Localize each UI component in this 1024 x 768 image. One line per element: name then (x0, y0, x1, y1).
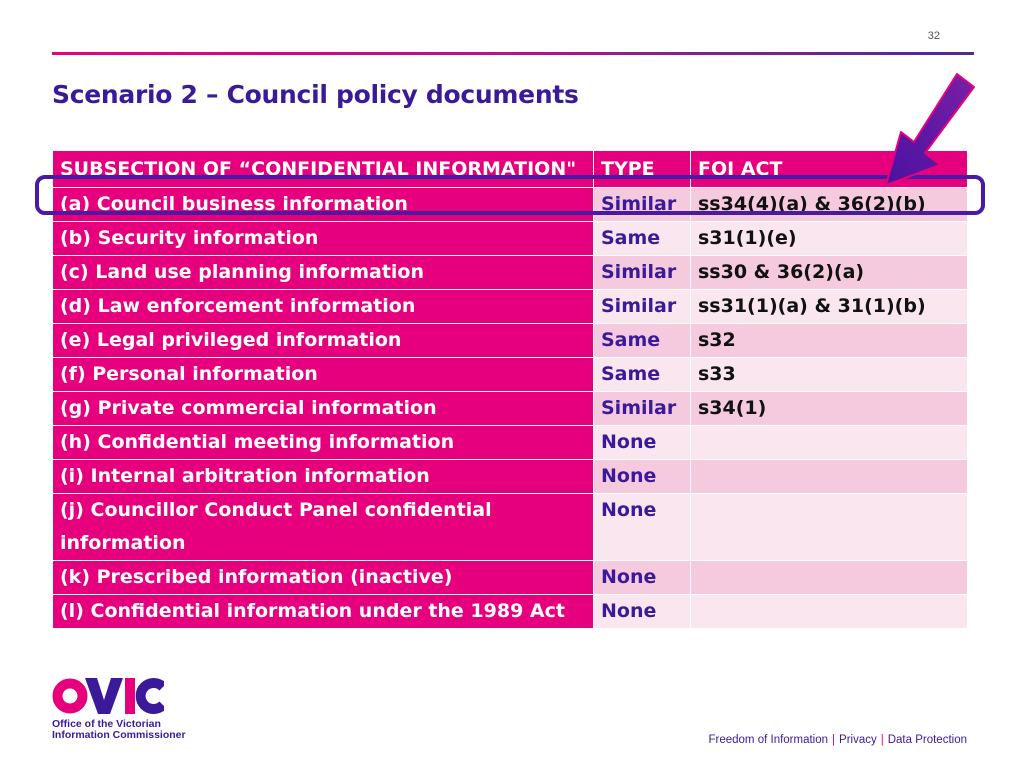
header-subsection: SUBSECTION OF “CONFIDENTIAL INFORMATION" (53, 151, 594, 188)
subsection-cell: (l) Confidential information under the 1989 Act (53, 595, 594, 629)
footer-separator: | (832, 734, 836, 746)
foi-act-cell: ss31(1)(a) & 31(1)(b) (691, 290, 968, 324)
table-row (53, 392, 968, 426)
subsection-cell: (k) Prescribed information (inactive) (53, 561, 594, 595)
top-divider (52, 52, 974, 55)
footer-separator: | (880, 734, 884, 746)
footer-link-privacy[interactable]: Privacy (839, 734, 877, 746)
table-row (53, 256, 968, 290)
foi-act-cell (691, 595, 968, 629)
table-row (53, 290, 968, 324)
ovic-logo (52, 678, 186, 741)
subsection-cell: (e) Legal privileged information (53, 324, 594, 358)
foi-act-cell: ss30 & 36(2)(a) (691, 256, 968, 290)
foi-act-cell: ss34(4)(a) & 36(2)(b) (691, 188, 968, 222)
foi-act-cell: s33 (691, 358, 968, 392)
type-cell: None (594, 494, 691, 561)
type-cell: None (594, 561, 691, 595)
logo-line-1: Office of the Victorian (52, 718, 161, 730)
table-row (53, 460, 968, 494)
confidential-information-table (52, 150, 968, 629)
page-number: 32 (927, 30, 940, 42)
arrow-down-left-icon (878, 62, 988, 197)
type-cell: None (594, 426, 691, 460)
highlight-box (35, 175, 985, 215)
subsection-cell: (a) Council business information (53, 188, 594, 222)
page-title: Scenario 2 – Council policy documents (52, 80, 579, 109)
subsection-cell: (c) Land use planning information (53, 256, 594, 290)
subsection-cell: (i) Internal arbitration information (53, 460, 594, 494)
type-cell: Similar (594, 256, 691, 290)
type-cell: Same (594, 324, 691, 358)
table-row (53, 222, 968, 256)
subsection-cell: (j) Councillor Conduct Panel confidential information (53, 494, 594, 561)
foi-act-cell: s31(1)(e) (691, 222, 968, 256)
table-row (53, 561, 968, 595)
foi-act-cell (691, 426, 968, 460)
table-row (53, 494, 968, 561)
type-cell: Similar (594, 290, 691, 324)
footer-link-foi[interactable]: Freedom of Information (708, 734, 829, 746)
foi-act-cell (691, 460, 968, 494)
subsection-cell: (d) Law enforcement information (53, 290, 594, 324)
table-row (53, 324, 968, 358)
type-cell: Similar (594, 188, 691, 222)
subsection-cell: (g) Private commercial information (53, 392, 594, 426)
footer-link-data-protection[interactable]: Data Protection (887, 734, 967, 746)
header-type: TYPE (594, 151, 691, 188)
foi-act-cell (691, 561, 968, 595)
type-cell: Similar (594, 392, 691, 426)
logo-line-2: Information Commissioner (52, 729, 186, 741)
type-cell: Same (594, 358, 691, 392)
subsection-cell: (b) Security information (53, 222, 594, 256)
type-cell: Same (594, 222, 691, 256)
subsection-cell: (h) Confidential meeting information (53, 426, 594, 460)
foi-act-cell: s34(1) (691, 392, 968, 426)
footer-links (709, 734, 968, 746)
foi-act-cell (691, 494, 968, 561)
type-cell: None (594, 595, 691, 629)
table-row (53, 426, 968, 460)
table-row (53, 595, 968, 629)
table-row (53, 358, 968, 392)
subsection-cell: (f) Personal information (53, 358, 594, 392)
foi-act-cell: s32 (691, 324, 968, 358)
header-foi-act: FOI ACT (691, 151, 968, 188)
ovic-wordmark (52, 678, 164, 714)
type-cell: None (594, 460, 691, 494)
